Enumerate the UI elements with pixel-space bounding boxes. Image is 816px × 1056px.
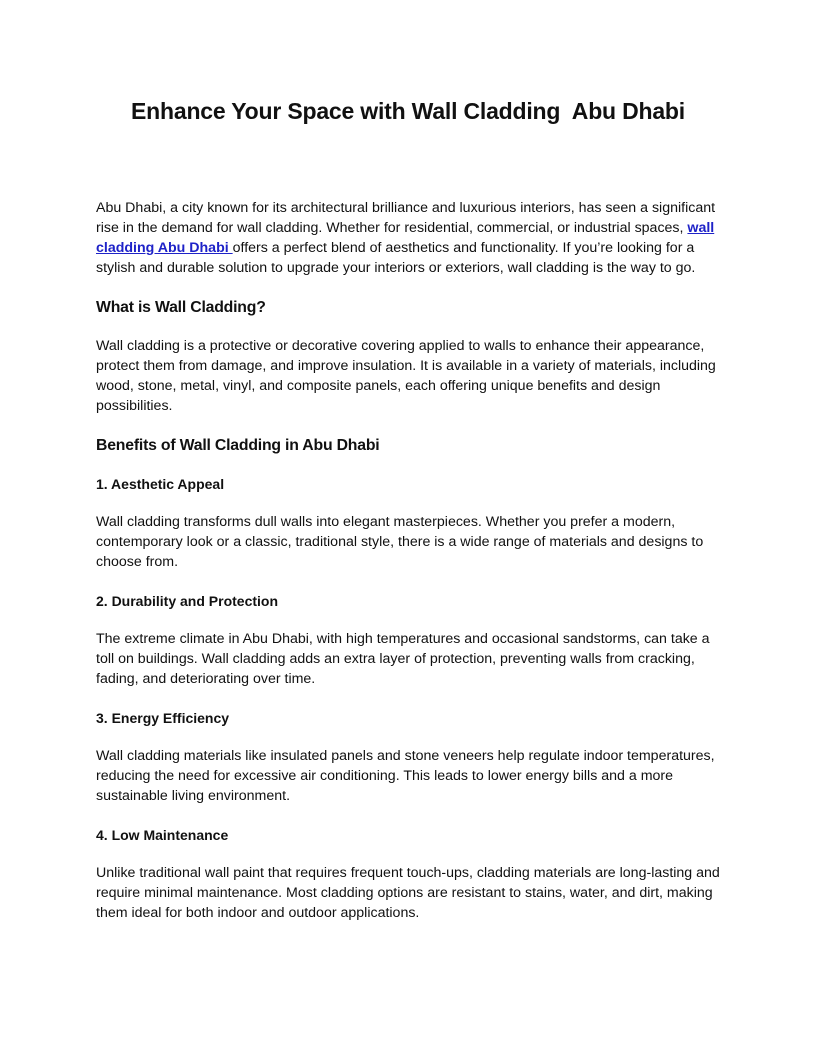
what-is-paragraph: Wall cladding is a protective or decorative covering applied to walls to enhance their appearance, protect them from damage, and improve insulation. It is available in a variety of materials, including wood, stone, metal, vinyl, and composite panels, each offering unique benefits and design possibilities. — [96, 338, 716, 414]
benefit-body-durability: The extreme climate in Abu Dhabi, with high temperatures and occasional sandstorms, can take a toll on buildings. Wall cladding adds an extra layer of protection, preventing walls from cracking, fading, and deteriorating over time. — [96, 631, 710, 687]
document-body — [96, 198, 724, 923]
intro-paragraph — [96, 198, 724, 278]
benefit-body-energy: Wall cladding materials like insulated panels and stone veneers help regulate indoor temperatures, reducing the need for excessive air conditioning. This leads to lower energy bills and a more sustainable living environment. — [96, 748, 715, 804]
wall-cladding-abu-dhabi-link[interactable]: wall cladding Abu Dhabi — [96, 220, 715, 256]
what-is-heading: What is Wall Cladding? — [96, 299, 266, 316]
benefit-body-aesthetic: Wall cladding transforms dull walls into elegant masterpieces. Whether you prefer a modern, contemporary look or a classic, traditional style, there is a wide range of materials and designs to choose from. — [96, 514, 704, 570]
intro-text-before-link: Abu Dhabi, a city known for its architectural brilliance and luxurious interiors, has seen a significant rise in the demand for wall cladding. Whether for residential, commercial, or industrial spaces, — [96, 200, 716, 236]
benefit-body-maintenance: Unlike traditional wall paint that requires frequent touch-ups, cladding materials are long-lasting and require minimal maintenance. Most cladding options are resistant to stains, water, and dirt, making them ideal for both indoor and outdoor applications. — [96, 865, 720, 921]
benefit-heading-aesthetic: 1. Aesthetic Appeal — [96, 476, 225, 492]
benefit-heading-durability: 2. Durability and Protection — [96, 593, 279, 609]
benefits-heading: Benefits of Wall Cladding in Abu Dhabi — [96, 437, 380, 454]
intro-text-after-link: offers a perfect blend of aesthetics and functionality. If you’re looking for a stylish and durable solution to upgrade your interiors or exteriors, wall cladding is the way to go. — [96, 240, 696, 276]
benefit-heading-energy: 3. Energy Efficiency — [96, 710, 230, 726]
benefit-heading-maintenance: 4. Low Maintenance — [96, 827, 229, 843]
page-title: Enhance Your Space with Wall Cladding Abu Dhabi — [131, 98, 685, 124]
